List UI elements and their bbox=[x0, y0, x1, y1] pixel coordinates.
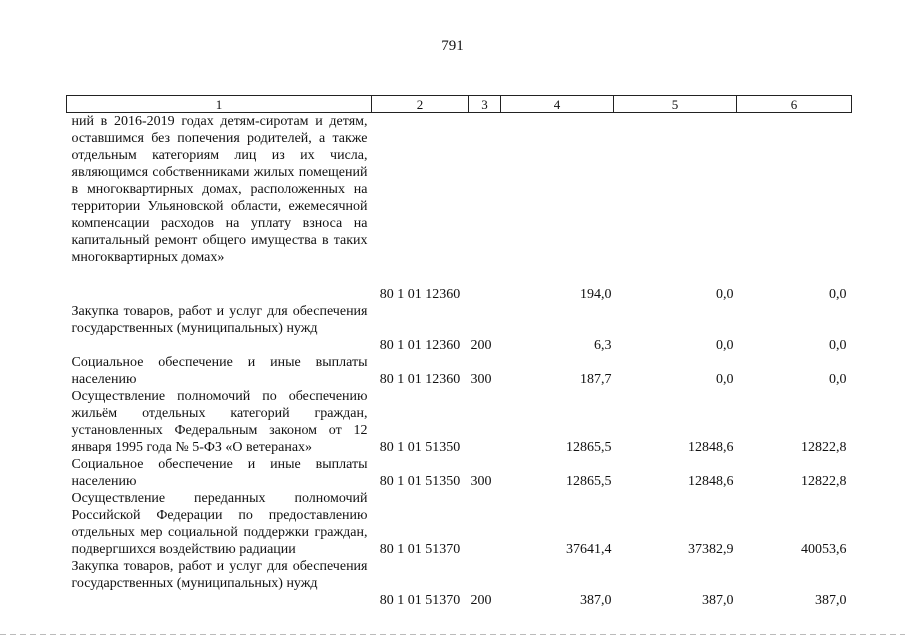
row-value-3: 40053,6 bbox=[801, 541, 847, 557]
row-description: ний в 2016-2019 годах детям-сиротам и детям, оставшимся без попечения родителей, а также отдельным категориям лиц из их числа, являющимся собственниками жилых помещений в многоквартирных домах, расположенных на территории Ульяновской области, ежемесячной компенсации расходов на уплату взноса на капитальный ремонт общего имущества в таких многоквартирных домах» bbox=[71, 114, 368, 265]
row-value-3: 12822,8 bbox=[801, 473, 847, 489]
table-row bbox=[67, 456, 852, 490]
column-header-4: 4 bbox=[501, 96, 614, 113]
scan-bottom-edge bbox=[0, 634, 905, 635]
column-header-6: 6 bbox=[737, 96, 852, 113]
row-value-2: 0,0 bbox=[716, 286, 734, 302]
row-value-1: 387,0 bbox=[580, 592, 612, 608]
row-description: Закупка товаров, работ и услуг для обеспечения государственных (муниципальных) нужд bbox=[71, 558, 368, 591]
table-row bbox=[67, 303, 852, 354]
row-expense-type: 300 bbox=[470, 371, 492, 387]
row-value-2: 12848,6 bbox=[688, 473, 734, 489]
row-value-1: 12865,5 bbox=[566, 473, 612, 489]
row-value-2: 0,0 bbox=[716, 371, 734, 387]
column-header-2: 2 bbox=[372, 96, 469, 113]
page-number: 791 bbox=[441, 38, 464, 54]
row-value-2: 12848,6 bbox=[688, 439, 734, 455]
row-code: 80 1 01 12360 bbox=[379, 286, 461, 302]
table-header-row bbox=[67, 96, 852, 113]
row-expense-type bbox=[469, 388, 501, 456]
row-value-1: 12865,5 bbox=[566, 439, 612, 455]
column-header-3: 3 bbox=[469, 96, 501, 113]
row-expense-type: 300 bbox=[470, 473, 492, 489]
row-code: 80 1 01 51350 bbox=[379, 473, 461, 489]
row-code: 80 1 01 12360 bbox=[379, 371, 461, 387]
row-expense-type bbox=[469, 113, 501, 303]
row-value-3: 0,0 bbox=[829, 286, 847, 302]
row-value-3: 12822,8 bbox=[801, 439, 847, 455]
table-row bbox=[67, 490, 852, 558]
row-value-3: 0,0 bbox=[829, 371, 847, 387]
row-description: Социальное обеспечение и иные выплаты населению bbox=[71, 456, 368, 489]
row-description: Социальное обеспечение и иные выплаты населению bbox=[71, 354, 368, 387]
row-expense-type: 200 bbox=[470, 337, 492, 353]
row-expense-type bbox=[469, 490, 501, 558]
table-row bbox=[67, 354, 852, 388]
row-description: Осуществление полномочий по обеспечению жильём отдельных категорий граждан, установленных Федеральным законом от 12 января 1995 года № 5-ФЗ «О ветеранах» bbox=[71, 388, 368, 455]
row-code: 80 1 01 12360 bbox=[379, 337, 461, 353]
row-value-3: 387,0 bbox=[815, 592, 847, 608]
row-value-2: 387,0 bbox=[702, 592, 734, 608]
row-value-2: 0,0 bbox=[716, 337, 734, 353]
row-code: 80 1 01 51370 bbox=[379, 541, 461, 557]
column-header-5: 5 bbox=[614, 96, 737, 113]
row-expense-type: 200 bbox=[470, 592, 492, 608]
row-description: Закупка товаров, работ и услуг для обеспечения государственных (муниципальных) нужд bbox=[71, 303, 368, 336]
table-row bbox=[67, 558, 852, 609]
row-value-3: 0,0 bbox=[829, 337, 847, 353]
row-value-1: 37641,4 bbox=[566, 541, 612, 557]
column-header-1: 1 bbox=[67, 96, 372, 113]
row-value-2: 37382,9 bbox=[688, 541, 734, 557]
budget-table bbox=[66, 95, 852, 609]
row-value-1: 187,7 bbox=[580, 371, 612, 387]
table-row bbox=[67, 113, 852, 303]
row-description: Осуществление переданных полномочий Российской Федерации по предоставлению отдельных мер социальной поддержки граждан, подвергшихся воздействию радиации bbox=[71, 490, 368, 557]
row-code: 80 1 01 51370 bbox=[379, 592, 461, 608]
row-code: 80 1 01 51350 bbox=[379, 439, 461, 455]
table-row bbox=[67, 388, 852, 456]
row-value-1: 6,3 bbox=[594, 337, 612, 353]
row-value-1: 194,0 bbox=[580, 286, 612, 302]
